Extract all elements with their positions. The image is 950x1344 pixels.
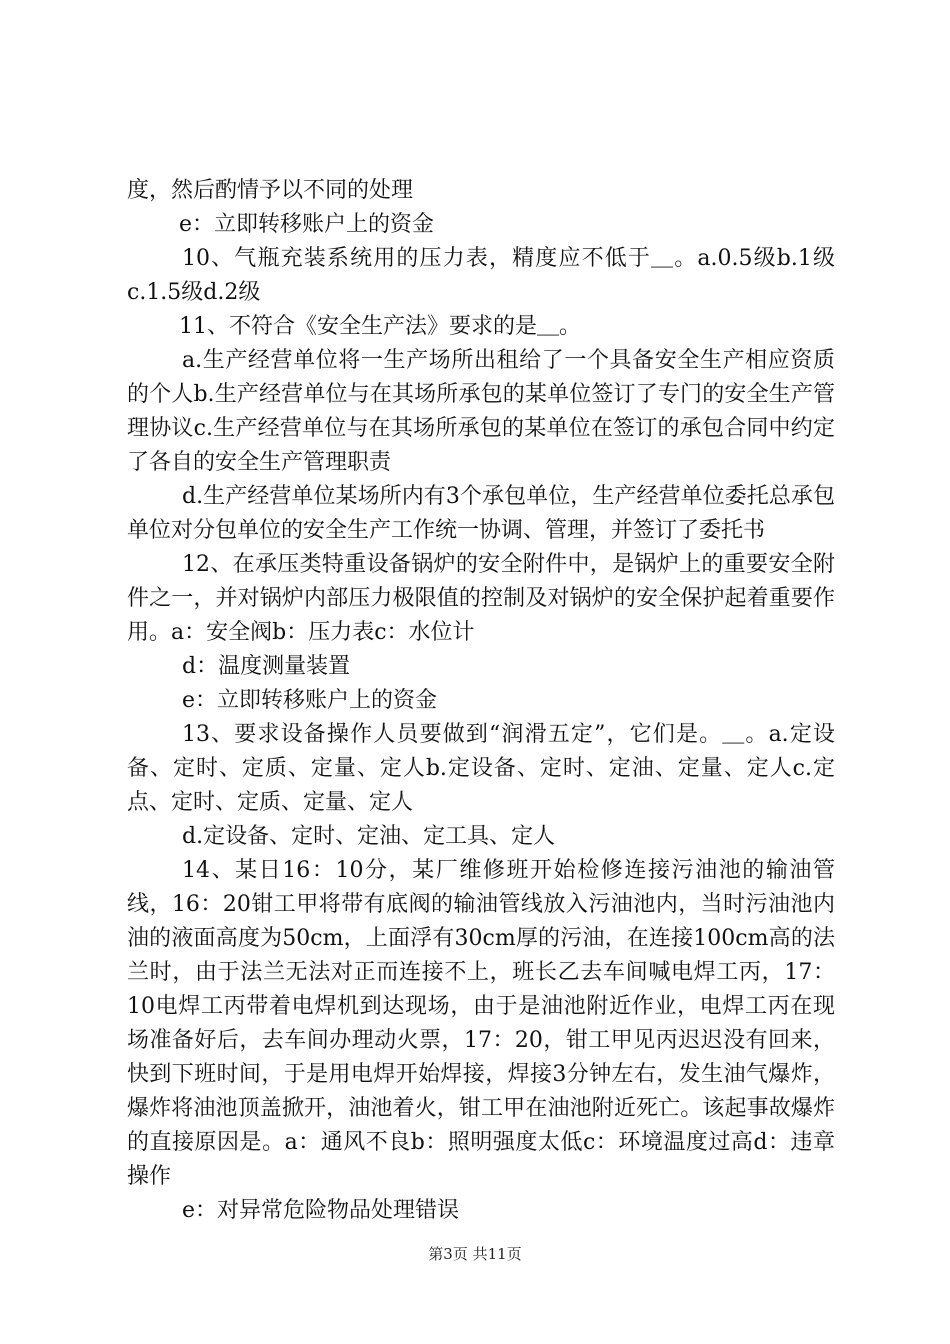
question-10: 10、气瓶充装系统用的压力表，精度应不低于＿。a.0.5级b.1级c.1.5级d.2级 [127,246,835,305]
paragraph-continuation: 度，然后酌情予以不同的处理 [127,178,414,203]
question-12: 12、在承压类特重设备锅炉的安全附件中，是锅炉上的重要安全附件之一，并对锅炉内部压力极限值的控制及对锅炉的安全保护起着重要作用。a：安全阀b：压力表c：水位计 [127,552,835,645]
question-12-option-d: d：温度测量装置 [182,654,351,679]
document-body [127,174,835,1228]
question-11: 11、不符合《安全生产法》要求的是＿。 [179,314,581,339]
question-13: 13、要求设备操作人员要做到“润滑五定”，它们是。＿。a.定设备、定时、定质、定量、定人b.定设备、定时、定油、定量、定人c.定点、定时、定质、定量、定人 [127,722,835,815]
question-11-options-abc: a.生产经营单位将一生产场所出租给了一个具备安全生产相应资质的个人b.生产经营单位与在其场所承包的某单位签订了专门的安全生产管理协议c.生产经营单位与在其场所承包的某单位在签订的承包合同中约定了各自的安全生产管理职责 [127,348,835,475]
question-14-option-e: e：对异常危险物品处理错误 [182,1198,460,1223]
question-14: 14、某日16：10分，某厂维修班开始检修连接污油池的输油管线，16：20钳工甲将带有底阀的输油管线放入污油池内，当时污油池内油的液面高度为50cm，上面浮有30cm厚的污油，在连接100cm高的法兰时，由于法兰无法对正而连接不上，班长乙去车间喊电焊工丙，17：10电焊工丙带着电焊机到达现场，由于是油池附近作业，电焊工丙在现场准备好后，去车间办理动火票，17：20，钳工甲见丙迟迟没有回来，快到下班时间，于是用电焊开始焊接，焊接3分钟左右，发生油气爆炸，爆炸将油池顶盖掀开，油池着火，钳工甲在油池附近死亡。该起事故爆炸的直接原因是。a：通风不良b：照明强度太低c：环境温度过高d：违章操作 [127,858,835,1189]
page-number-footer: 第3页 共11页 [428,1245,522,1263]
question-13-option-d: d.定设备、定时、定油、定工具、定人 [182,824,556,849]
question-11-option-d: d.生产经营单位某场所内有3个承包单位，生产经营单位委托总承包单位对分包单位的安全生产工作统一协调、管理，并签订了委托书 [127,484,835,543]
option-e: e：立即转移账户上的资金 [179,212,435,237]
question-12-option-e: e：立即转移账户上的资金 [182,688,438,713]
